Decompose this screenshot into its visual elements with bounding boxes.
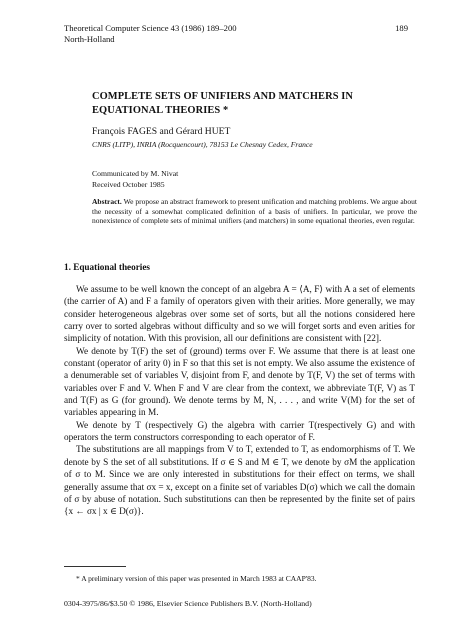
publisher-name: North-Holland [64,33,115,44]
received-date: Received October 1985 [92,179,165,189]
paragraph-3: We denote by T (respectively G) the algebra with carrier T(respectively G) and with operators the term constructors corresponding to each operator of F. [64,420,415,444]
copyright-line: 0304-3975/86/$3.50 © 1986, Elsevier Science Publishers B.V. (North-Holland) [64,599,312,608]
author-affiliation: CNRS (LITP), INRIA (Rocquencourt), 78153 Le Chesnay Cedex, France [92,140,313,149]
author-names: François FAGES and Gérard HUET [92,126,231,137]
editorial-info [92,169,178,190]
body-text [64,284,415,519]
paragraph-2: We denote by T(F) the set of (ground) terms over F. We assume that there is at least one constant (operator of arity 0) in F so that this set is not empty. We also assume the existence of a denumerable set of variables V, disjoint from F, and denote by T(F, V) the set of terms with variables over F and V. When F and V are clear from the context, we abbreviate T(F, V) as T and T(F) as G (for ground). We denote terms by M, N, . . . , and write V(M) for the set of variables appearing in M. [64,346,415,419]
abstract-label: Abstract. [92,197,122,206]
paragraph-4: The substitutions are all mappings from V to T, extended to T, as endomorphisms of T. We denote by S the set of all substitutions. If σ ∈ S and M ∈ T, we denote by σM the application of σ to M. Since we are only interested in substitutions for their effect on terms, we shall generally assume that σx = x, except on a finite set of variables D(σ) which we call the domain of σ by abuse of notation. Such substitutions can then be represented by the finite set of pairs {x ← σx | x ∈ D(σ)}. [64,445,415,518]
page-number: 189 [395,23,408,33]
journal-citation: Theoretical Computer Science 43 (1986) 189–200 [64,23,237,33]
journal-header [64,23,237,44]
communicated-by: Communicated by M. Nivat [92,169,179,178]
title-line-1: COMPLETE SETS OF UNIFIERS AND MATCHERS IN [92,91,354,102]
footnote: * A preliminary version of this paper was presented in March 1983 at CAAP'83. [76,574,317,583]
title-line-2: EQUATIONAL THEORIES * [92,105,229,116]
paper-title [92,90,422,118]
abstract-text: We propose an abstract framework to present unification and matching problems. We argue about the necessity of a somewhat complicated definition of a basis of unifiers. In particular, we prove the nonexistence of complete sets of minimal unifiers (and matchers) in some equational theories, even regular. [92,197,417,226]
abstract [92,197,417,226]
paragraph-1: We assume to be well known the concept of an algebra A = ⟨A, F⟩ with A a set of elements (the carrier of A) and F a family of operators given with their arities. More generally, we may consider heterogeneous algebras over some set of sorts, but all the notions considered here carry over to sorted algebras without difficulty and so we will forget sorts and even arities for simplicity of notation. With this provision, all our definitions are consistent with [22]. [64,285,415,345]
section-heading: 1. Equational theories [64,262,151,272]
footnote-rule [64,566,126,567]
